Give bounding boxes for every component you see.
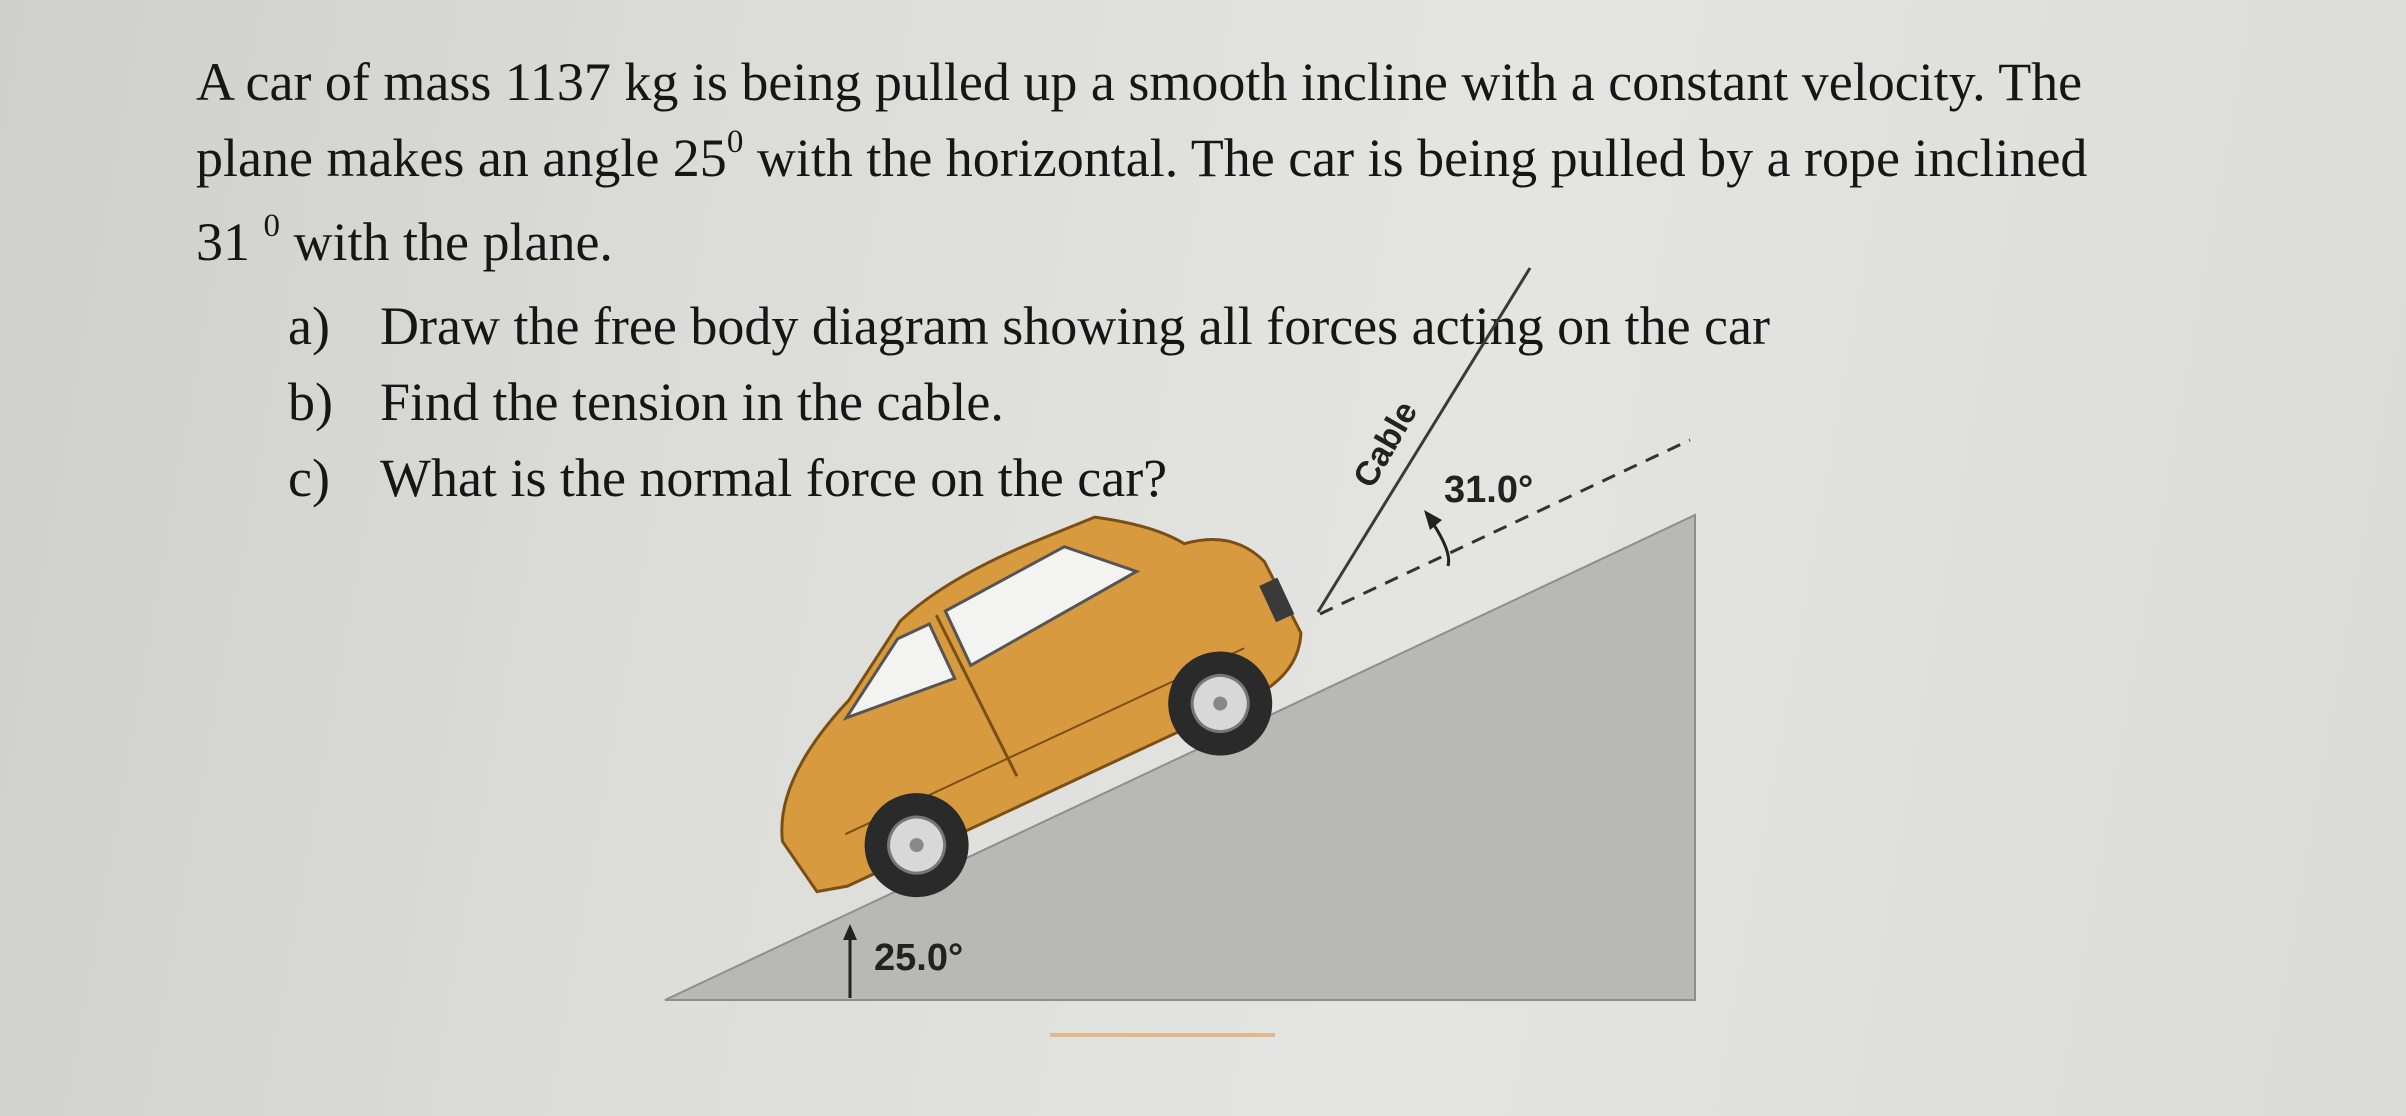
problem-line-1: A car of mass 1137 kg is being pulled up a smooth incline with a constant velocity. The: [196, 52, 2083, 112]
incline-angle-label: 25.0°: [874, 937, 964, 979]
rope-angle-label: 31.0°: [1444, 469, 1534, 511]
question-part-c: c) What is the normal force on the car?: [288, 448, 1168, 508]
cable-line: [1318, 268, 1530, 612]
problem-line-3: 31 $^0$ with the plane.: [196, 208, 613, 272]
degree-superscript: 0: [726, 124, 744, 160]
rope-angle-arrow: [1424, 510, 1442, 530]
degree-superscript: 0: [263, 208, 280, 244]
cable-label: Cable: [1346, 394, 1426, 494]
problem-line-2: plane makes an angle $25^0$ with the horizontal. The car is being pulled by a rope inclined: [196, 124, 2088, 188]
question-part-a: a) Draw the free body diagram showing all forces acting on the car: [288, 296, 1770, 356]
question-part-b: b) Find the tension in the cable.: [288, 372, 1004, 432]
